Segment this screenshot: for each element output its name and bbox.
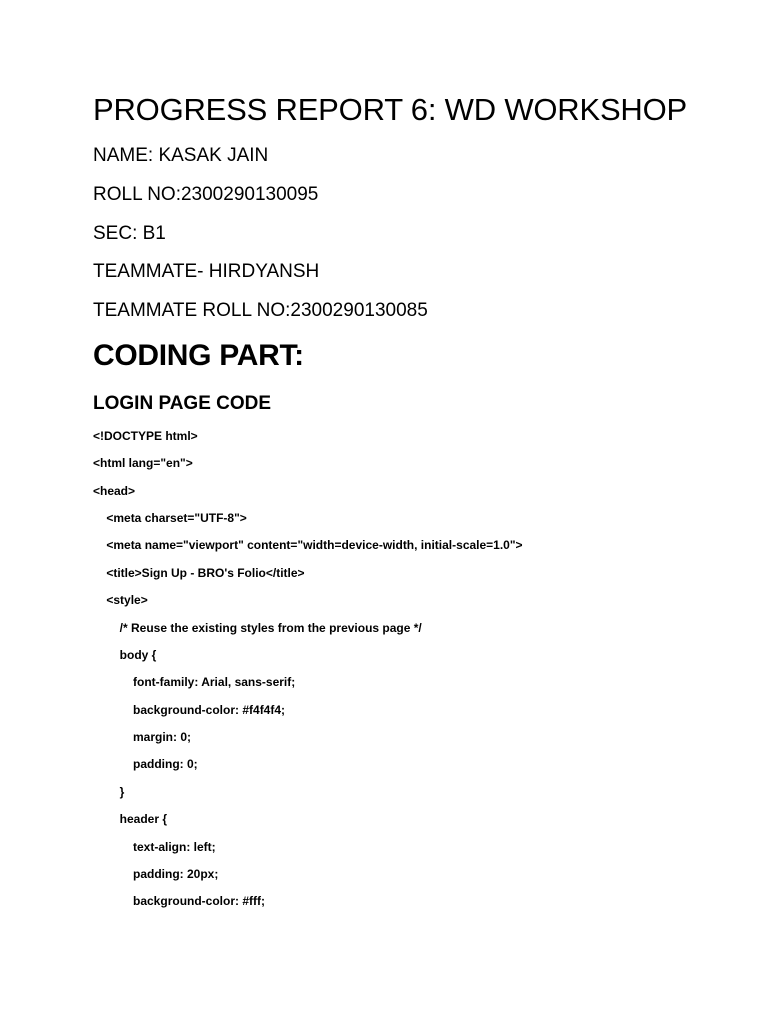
teammate-name: TEAMMATE- HIRDYANSH: [93, 261, 320, 282]
code-line: <html lang="en">: [93, 456, 193, 470]
code-line: <head>: [93, 484, 136, 498]
code-line: text-align: left;: [93, 840, 216, 854]
code-line: <style>: [93, 593, 148, 607]
code-line: padding: 0;: [93, 757, 198, 771]
code-line: <!DOCTYPE html>: [93, 429, 198, 443]
report-title: PROGRESS REPORT 6: WD WORKSHOP: [93, 92, 688, 127]
login-page-code-heading: LOGIN PAGE CODE: [93, 393, 272, 414]
code-line: background-color: #f4f4f4;: [93, 703, 286, 717]
code-line: background-color: #fff;: [93, 894, 266, 908]
code-line: <title>Sign Up - BRO's Folio</title>: [93, 566, 305, 580]
code-line: margin: 0;: [93, 730, 192, 744]
roll-number: ROLL NO:2300290130095: [93, 184, 319, 205]
code-line: header {: [93, 812, 168, 826]
code-line: <meta charset="UTF-8">: [93, 511, 247, 525]
code-line: body {: [93, 648, 157, 662]
code-line: font-family: Arial, sans-serif;: [93, 675, 296, 689]
section: SEC: B1: [93, 223, 166, 244]
coding-part-heading: CODING PART:: [93, 339, 304, 372]
code-line: <meta name="viewport" content="width=device-width, initial-scale=1.0">: [93, 538, 523, 552]
student-name: NAME: KASAK JAIN: [93, 145, 269, 166]
code-line: }: [93, 785, 125, 799]
teammate-roll-number: TEAMMATE ROLL NO:2300290130085: [93, 300, 428, 321]
code-line: padding: 20px;: [93, 867, 219, 881]
code-line: /* Reuse the existing styles from the previous page */: [93, 621, 422, 635]
